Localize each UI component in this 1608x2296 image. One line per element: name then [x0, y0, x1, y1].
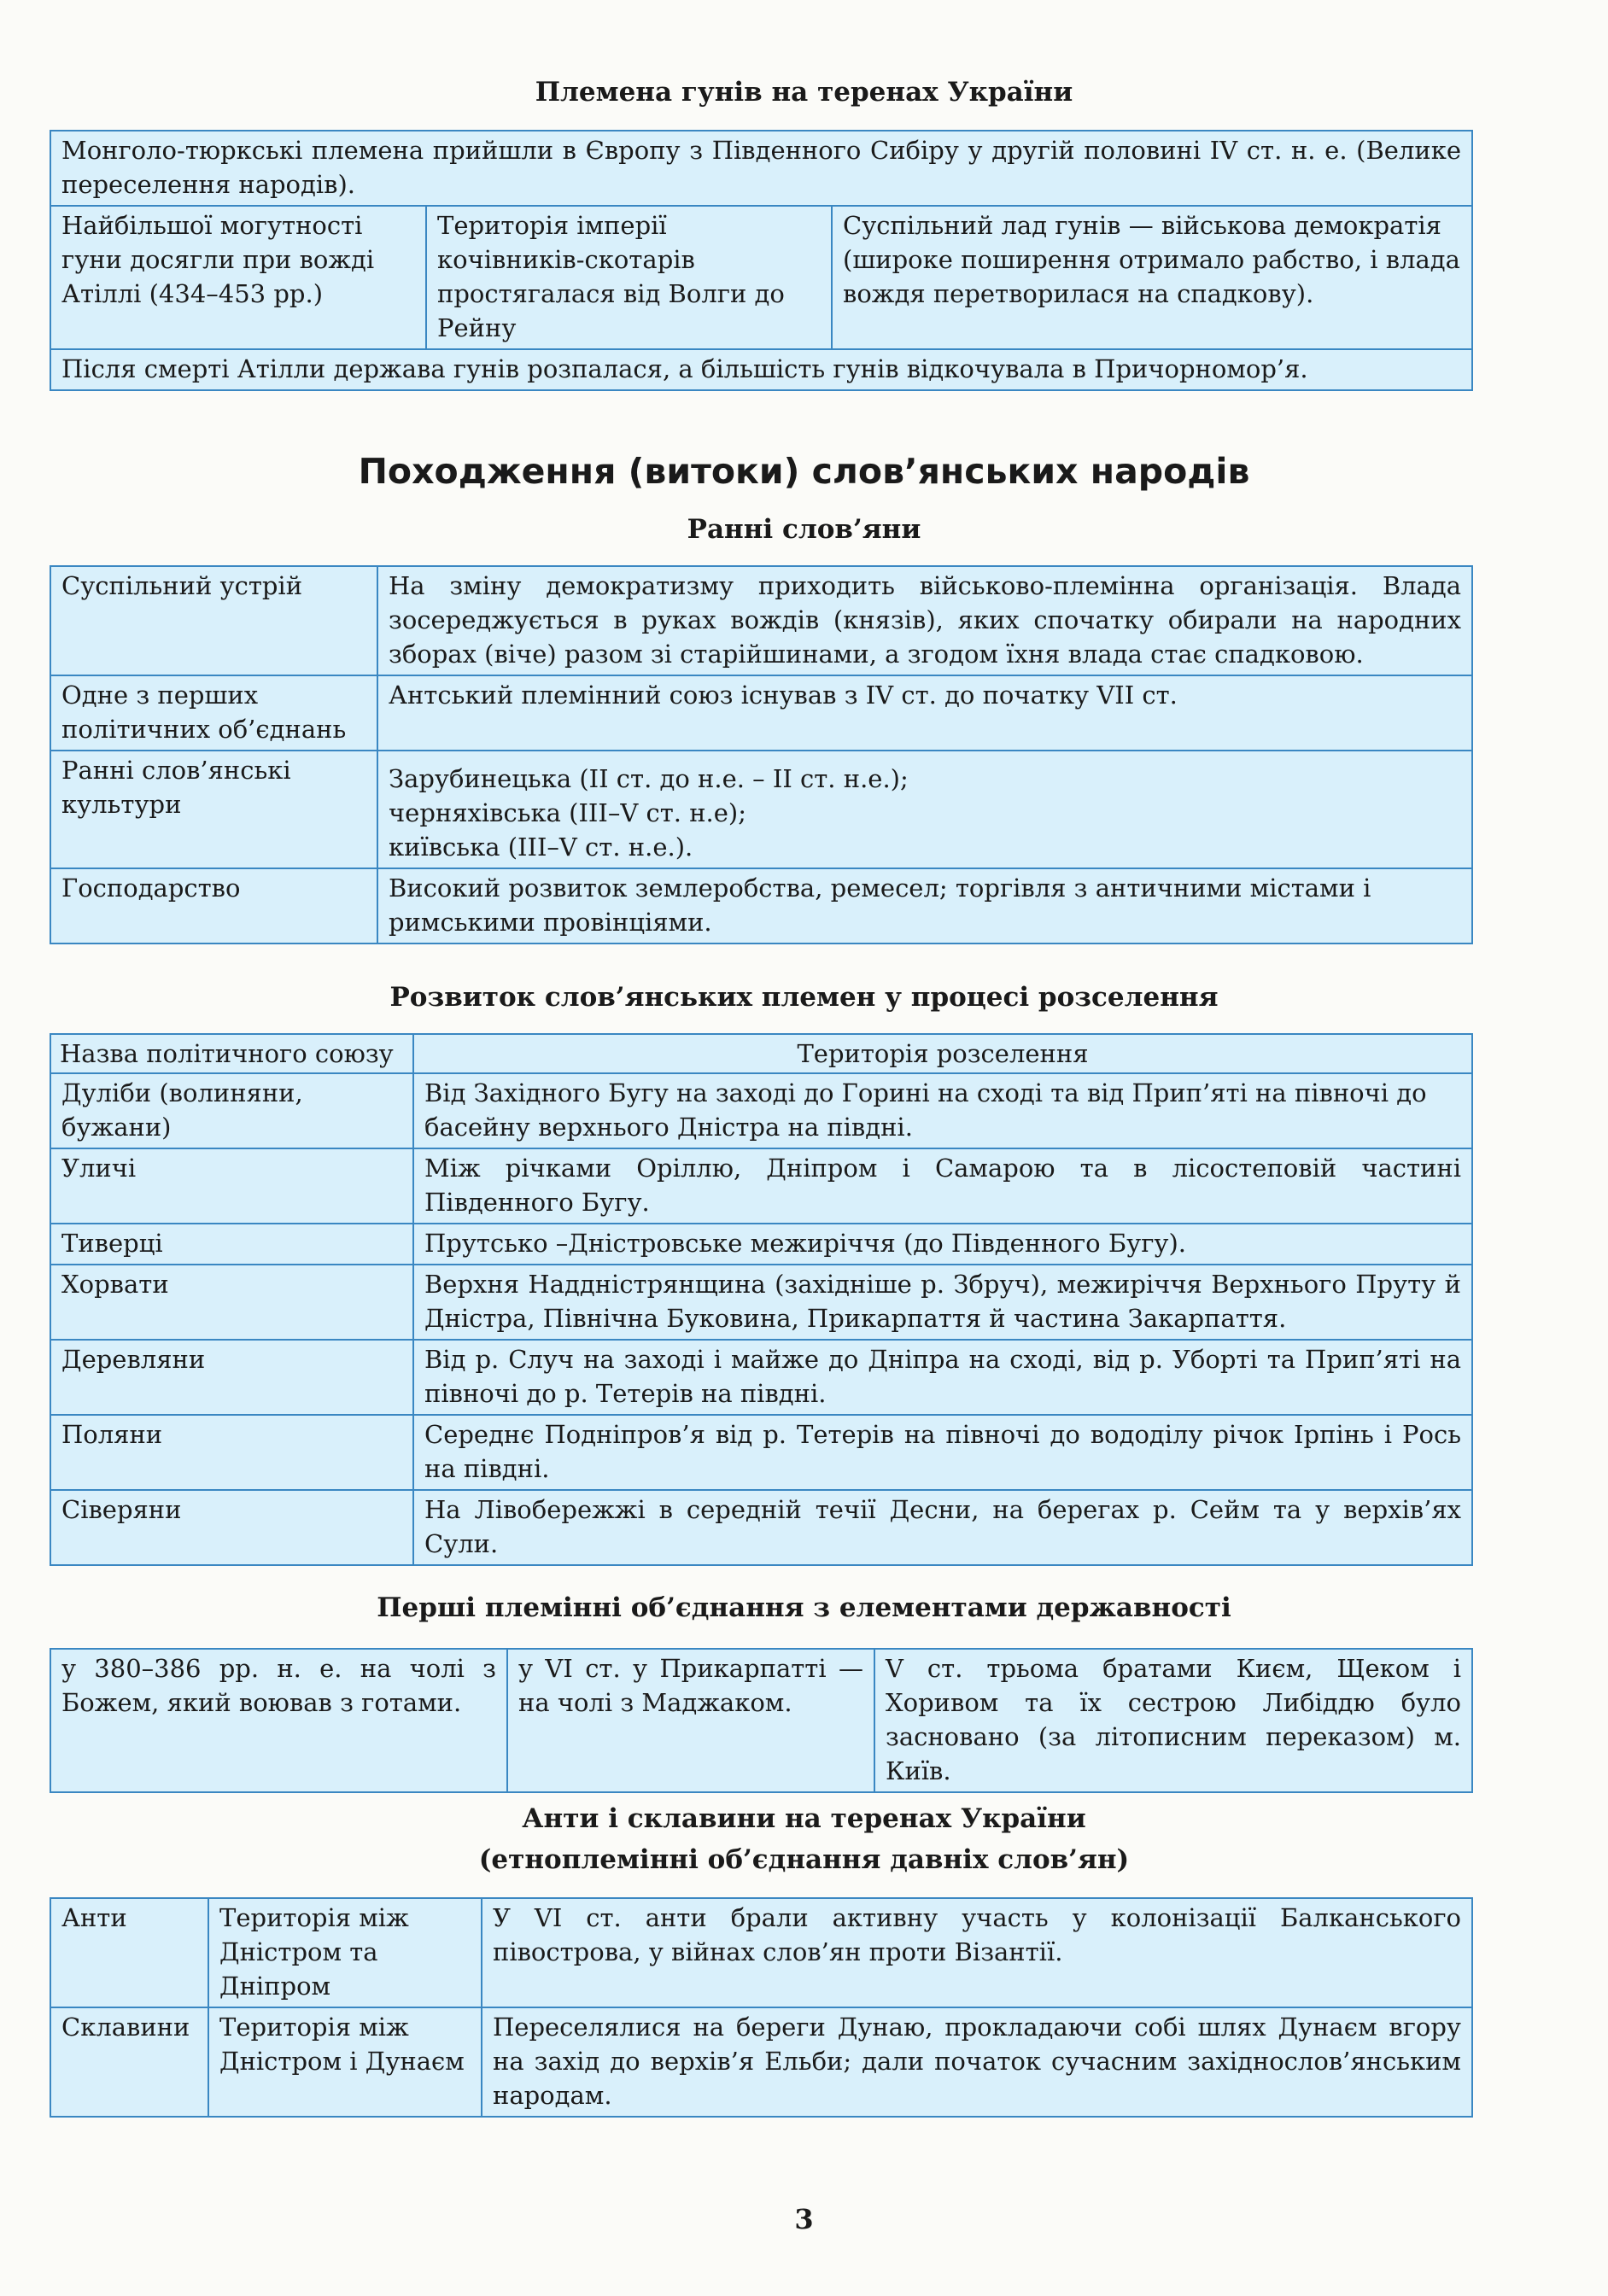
tribe-territory: Середнє Подніпров’я від р. Тетерів на півночі до вододілу річок Ірпінь і Рось на півдні.: [413, 1415, 1472, 1490]
huns-origin-cell: Монголо-тюркські племена прийшли в Європу з Південного Сибіру у другій половині IV ст. н. е. (Велике переселення народів).: [50, 131, 1472, 206]
culture-item: київська (III–V ст. н.е.).: [389, 833, 693, 862]
first-unions-title: Перші племінні об’єднання з елементами державності: [377, 1592, 1231, 1623]
table-row: [50, 566, 1472, 675]
table-row: [50, 1898, 1472, 2007]
antes-title-line1: Анти і склавини на теренах України: [522, 1803, 1086, 1834]
tribe-name: Дуліби (волиняни, бужани): [50, 1073, 413, 1148]
huns-society-cell: Суспільний лад гунів — військова демократія (широке поширення отримало рабство, і влада вождя перетворилася на спадкову).: [832, 206, 1472, 349]
tribe-territory: Між річками Оріллю, Дніпром і Самарою та в лісостеповій частині Південного Бугу.: [413, 1148, 1472, 1224]
tribe-territory: Верхня Наддністрянщина (західніше р. Збруч), межиріччя Верхнього Пруту й Дністра, Північна Буковина, Прикарпаття й частина Закарпаття.: [413, 1265, 1472, 1340]
table-row: [50, 868, 1472, 944]
table-row: [50, 1224, 1472, 1265]
antes-title-line2: (етноплемінні об’єднання давніх слов’ян): [478, 1844, 1130, 1875]
row-label: Одне з перших політичних об’єднань: [50, 675, 377, 751]
group-territory: Територія між Дністром і Дунаєм: [208, 2007, 482, 2117]
row-label: Господарство: [50, 868, 377, 944]
table-row: [50, 349, 1472, 390]
table-row: [50, 131, 1472, 206]
huns-title: Племена гунів на теренах України: [535, 77, 1073, 108]
table-row: [50, 675, 1472, 751]
table-row: [50, 206, 1472, 349]
early-slavs-title: Ранні слов’яни: [687, 514, 921, 545]
tribe-name: Сіверяни: [50, 1490, 413, 1565]
row-text: Антський племінний союз існував з IV ст. до початку VII ст.: [377, 675, 1472, 751]
huns-attila-cell: Найбільшої могутності гуни досягли при вожді Атіллі (434–453 рр.): [50, 206, 426, 349]
table-row: [50, 1148, 1472, 1224]
table-row: [50, 1490, 1472, 1565]
tribe-name: Поляни: [50, 1415, 413, 1490]
huns-territory-cell: Територія імперії кочівників-скотарів простягалася від Волги до Рейну: [426, 206, 832, 349]
page-number: 3: [794, 2203, 814, 2235]
row-label: Суспільний устрій: [50, 566, 377, 675]
column-header: Територія розселення: [413, 1034, 1472, 1073]
table-row: [50, 1340, 1472, 1415]
row-text: На зміну демократизму приходить військово-племінна організація. Влада зосереджується в руках вождів (князів), яких спочатку обирали на народних зборах (віче) разом зі старійшинами, а згодом їхня влада стає спадковою.: [377, 566, 1472, 675]
early-slavs-table: [50, 565, 1473, 944]
tribe-territory: Від Західного Бугу на заході до Горині на сході та від Прип’яті на півночі до басейну верхнього Дністра на півдні.: [413, 1073, 1472, 1148]
tribes-title: Розвиток слов’янських племен у процесі розселення: [389, 982, 1219, 1013]
antes-table: [50, 1897, 1473, 2118]
tribe-name: Уличі: [50, 1148, 413, 1224]
huns-table: [50, 130, 1473, 391]
table-row: [50, 1649, 1472, 1792]
huns-collapse-cell: Після смерті Атілли держава гунів розпалася, а більшість гунів відкочувала в Причорномор’я.: [50, 349, 1472, 390]
group-text: Переселялися на береги Дунаю, прокладаючи собі шлях Дунаєм вгору на захід до верхів’я Ельби; дали початок сучасним західнослов’янським народам.: [482, 2007, 1472, 2117]
tribe-territory: На Лівобережжі в середній течії Десни, на берегах р. Сейм та у верхів’ях Сули.: [413, 1490, 1472, 1565]
tribe-territory: Від р. Случ на заході і майже до Дніпра на сході, від р. Уборті та Прип’яті на півночі до р. Тетерів на півдні.: [413, 1340, 1472, 1415]
culture-item: Зарубинецька (II ст. до н.е. – II ст. н.е.);: [389, 764, 909, 793]
tribe-name: Хорвати: [50, 1265, 413, 1340]
table-row: [50, 751, 1472, 868]
row-text: Високий розвиток землеробства, ремесел; торгівля з античними містами і римськими провінціями.: [377, 868, 1472, 944]
group-text: У VI ст. анти брали активну участь у колонізації Балканського півострова, у війнах слов’ян проти Візантії.: [482, 1898, 1472, 2007]
tribe-name: Тиверці: [50, 1224, 413, 1265]
row-label: Ранні слов’янські культури: [50, 751, 377, 868]
union-cell: у VI ст. у Прикарпатті — на чолі з Маджаком.: [507, 1649, 874, 1792]
group-territory: Територія між Дністром та Дніпром: [208, 1898, 482, 2007]
table-row: [50, 2007, 1472, 2117]
table-row: [50, 1415, 1472, 1490]
tribe-name: Деревляни: [50, 1340, 413, 1415]
tribe-territory: Прутсько –Дністровське межиріччя (до Південного Бугу).: [413, 1224, 1472, 1265]
table-header-row: [50, 1034, 1472, 1073]
culture-item: черняхівська (III–V ст. н.е);: [389, 798, 746, 827]
first-unions-table: [50, 1648, 1473, 1793]
column-header: Назва політичного союзу: [50, 1034, 413, 1073]
row-text: [377, 751, 1472, 868]
tribes-table: [50, 1033, 1473, 1566]
table-row: [50, 1265, 1472, 1340]
group-name: Анти: [50, 1898, 208, 2007]
origin-title: Походження (витоки) слов’янських народів: [358, 451, 1250, 492]
group-name: Склавини: [50, 2007, 208, 2117]
table-row: [50, 1073, 1472, 1148]
union-cell: у 380–386 рр. н. е. на чолі з Божем, який воював з готами.: [50, 1649, 507, 1792]
union-cell: V ст. трьома братами Києм, Щеком і Хоривом та їх сестрою Либіддю було засновано (за літописним переказом) м. Київ.: [874, 1649, 1472, 1792]
